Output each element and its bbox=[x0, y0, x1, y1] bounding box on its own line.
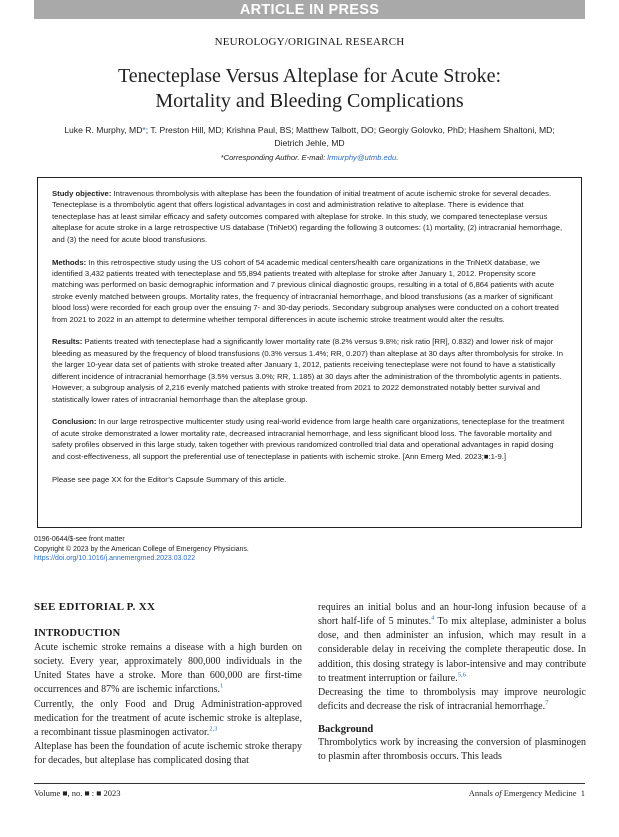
conclusion-heading: Conclusion: bbox=[52, 417, 97, 427]
left-column bbox=[34, 601, 302, 768]
objective-heading: Study objective: bbox=[52, 189, 112, 198]
right-p2-text: Decreasing the time to thrombolysis may improve neurologic deficits and decrease the risk of intracranial hemorrhage. bbox=[318, 686, 586, 713]
abstract-box bbox=[37, 177, 582, 528]
background-heading: Background bbox=[318, 724, 374, 736]
objective-text: Intravenous thrombolysis with alteplase has been the foundation of initial treatment of acute ischemic stroke for several decades. Tenecteplase is a thrombolytic agent that offers logistical advantages in cost and administration relative to alteplase. There is evidence that tenecteplase has at least similar efficacy and safety outcomes compared with alteplase for stroke. In this study, we compared tenecteplase versus alteplase for acute stroke in a large retrospective US database (TriNetX) regarding the following 3 outcomes: (1) mortality, (2) intracranial hemorrhage, and (3) the need for acute blood transfusions. bbox=[52, 189, 563, 244]
right-column bbox=[318, 601, 586, 765]
corresponding-end: . bbox=[396, 153, 399, 162]
footer-journal bbox=[469, 788, 585, 798]
title-line-1: Tenecteplase Versus Alteplase for Acute Stroke: bbox=[117, 65, 502, 87]
article-title bbox=[60, 64, 559, 114]
results-text: Patients treated with tenecteplase had a significantly lower mortality rate (8.2% versus 9.8%; risk ratio [RR], 0.832) and lower risk of major bleeding as measured by the frequency of blood transfusions (0.3% versus 1.4%; RR, 0.207) than alteplase at 30 days after thrombolysis for stroke. In the larger 10-year data set of patients with stroke treated after January 1, 2012, patients receiving tenecteplase were not found to have a statistically different incidence of intracranial hemorrhage (3.5% versus 3.0%; RR, 1.185) at 30 days after the administration of the thrombolytic agents in patients. However, a subgroup analysis of 2,216 evenly matched patients with stroke treated from 2021 to 2022 demonstrated notably better survival and statistically lower rates of intracranial hemorrhage than the alteplase group. bbox=[52, 337, 564, 404]
conclusion-text: In our large retrospective multicenter study using real-world evidence from large health care organizations, tenecteplase for the treatment of acute stroke demonstrated a lower mortality rate, decreased intracranial hemorrhage, and less significant blood loss. The favorable mortality and safety profiles observed in this large study, taken together with previous randomized controlled trial data and operational advantages in rapid dosing and cost-effectiveness, all support the preferential use of tenecteplase in patients with ischemic stroke. [Ann Emerg Med. 2023;■:1-9.] bbox=[52, 417, 565, 461]
background-paragraph: Thrombolytics work by increasing the conversion of plasminogen to plasmin after thrombosis occurs. This leads bbox=[318, 737, 586, 763]
reference-link[interactable]: 1 bbox=[220, 683, 224, 691]
journal-name-of: of bbox=[494, 788, 502, 798]
authors-line-1 bbox=[30, 124, 589, 137]
intro-paragraph-1 bbox=[34, 641, 302, 698]
publication-meta bbox=[34, 535, 249, 564]
doi-link[interactable]: https://doi.org/10.1016/j.annemergmed.2023.03.022 bbox=[34, 555, 196, 563]
corresponding-email-link[interactable]: lrmurphy@utmb.edu bbox=[327, 153, 397, 162]
right-column-body bbox=[318, 601, 586, 714]
intro-p2-text: Currently, the only Food and Drug Administration-approved medication for the treatment of acute ischemic stroke is alteplase, a recombinant tissue plasminogen activator. bbox=[34, 698, 302, 738]
author-first: Luke R. Murphy, MD bbox=[64, 125, 143, 135]
background-body bbox=[318, 736, 586, 764]
corresponding-marker[interactable]: * bbox=[142, 125, 146, 135]
reference-link[interactable]: 4 bbox=[431, 614, 435, 622]
see-editorial-link[interactable]: SEE EDITORIAL P. XX bbox=[34, 601, 156, 613]
right-paragraph-1 bbox=[318, 601, 586, 686]
reference-link[interactable]: 7 bbox=[545, 699, 549, 707]
right-paragraph-2 bbox=[318, 686, 586, 714]
journal-name-a: Annals bbox=[468, 788, 495, 798]
article-in-press-banner: ARTICLE IN PRESS bbox=[34, 0, 585, 19]
intro-paragraph-3: Alteplase has been the foundation of acute ischemic stroke therapy for decades, but alteplase has complicated dosing that bbox=[34, 741, 302, 767]
title-line-2: Mortality and Bleeding Complications bbox=[155, 90, 464, 112]
reference-link[interactable]: 2,3 bbox=[209, 725, 218, 733]
capsule-note: Please see page XX for the Editor’s Capsule Summary of this article. bbox=[52, 474, 287, 484]
author-list bbox=[30, 124, 589, 150]
intro-p1-text: Acute ischemic stroke remains a disease with a high burden on society. Every year, approximately 800,000 individuals in the United States have a stroke. More than 600,000 are first-time occurrences and 87% are ischemic infarctions. bbox=[34, 642, 302, 696]
reference-link[interactable]: 5,6 bbox=[457, 671, 466, 679]
footer-volume: Volume ■, no. ■ : ■ 2023 bbox=[34, 788, 121, 798]
intro-paragraph-2 bbox=[34, 698, 302, 740]
methods-text: In this retrospective study using the US cohort of 54 academic medical centers/health care organizations in the TriNetX database, we identified 3,432 patients treated with tenecteplase and 55,894 patients treated with alteplase for stroke after January 1, 2012. Propensity score matching was performed on basic demographic information and 7 previous clinical diagnostic groups, resulting in a total of 6,864 patients with acute stroke evenly matched between groups. Mortality rates, the frequency of intracranial hemorrhage, and blood transfusions (as a marker of significant blood loss) were recorded for each group over the ensuing 7- and 30-day periods. Secondary subgroup analyses were conducted on a cohort treated from 2021 to 2022 in an attempt to determine whether temporal differences in acute ischemic stroke treatment would alter the results. bbox=[52, 257, 559, 324]
corresponding-author bbox=[0, 153, 619, 162]
methods-heading: Methods: bbox=[52, 257, 87, 267]
corresponding-label: *Corresponding Author. E-mail: bbox=[220, 153, 328, 162]
abstract-results bbox=[52, 336, 568, 404]
introduction-body bbox=[34, 641, 302, 768]
section-label: NEUROLOGY/ORIGINAL RESEARCH bbox=[214, 36, 405, 48]
page-number: 1 bbox=[580, 788, 585, 798]
footer-divider bbox=[34, 783, 585, 784]
meta-front-matter: 0196-0644/$-see front matter bbox=[34, 536, 125, 543]
journal-name-b: Emergency Medicine bbox=[501, 788, 577, 798]
authors-rest: ; T. Preston Hill, MD; Krishna Paul, BS; Matthew Talbott, DO; Georgiy Golovko, PhD; Hashem Shaltoni, MD; bbox=[145, 125, 555, 135]
abstract-conclusion bbox=[52, 416, 568, 462]
right-p1-text-a: requires an initial bolus and an hour-long infusion because of a short half-life of 5 minutes. bbox=[318, 602, 586, 628]
right-p1-text-b: To mix alteplase, administer a bolus dose, and then administer an infusion, which may result in a considerable delay in receiving the complete therapeutic dose. In addition, this dosing strategy is labor-intensive and may contribute to treatment interruption or failure. bbox=[318, 616, 587, 684]
results-heading: Results: bbox=[52, 337, 83, 347]
abstract-methods bbox=[52, 257, 568, 325]
meta-copyright: Copyright © 2023 by the American College of Emergency Physicians. bbox=[34, 545, 249, 553]
abstract-objective bbox=[52, 188, 568, 245]
authors-line-2: Dietrich Jehle, MD bbox=[274, 138, 345, 148]
introduction-heading: INTRODUCTION bbox=[34, 628, 121, 639]
